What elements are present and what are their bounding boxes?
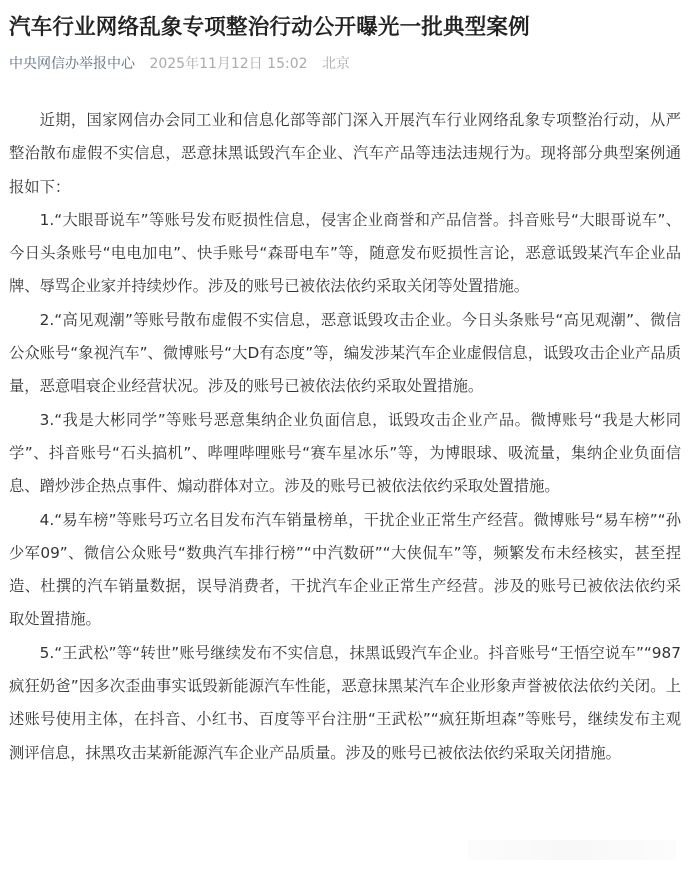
case-paragraph-3: 3.“我是大彬同学”等账号恶意集纳企业负面信息，诋毁攻击企业产品。微博账号“我是大彬同学”、抖音账号“石头搞机”、哔哩哔哩账号“赛车星冰乐”等，为博眼球、吸流量，集纳企业负面信息、蹭炒涉企热点事件、煽动群体对立。涉及的账号已被依法依约采取处置措施。 [9,410,681,496]
article-location: 北京 [321,56,350,72]
case-paragraph-4: 4.“易车榜”等账号巧立名目发布汽车销量榜单，干扰企业正常生产经营。微博账号“易车榜”“孙少军09”、微信公众账号“数典汽车排行榜”“中汽数研”“大侠侃车”等，频繁发布未经核实，甚至捏造、杜撰的汽车销量数据，误导消费者，干扰汽车企业正常生产经营。涉及的账号已被依法依约采取处置措施。 [9,510,681,629]
article-body [9,104,681,770]
article-meta [9,53,350,73]
case-paragraph-2: 2.“高见观潮”等账号散布虚假不实信息，恶意诋毁攻击企业。今日头条账号“高见观潮”、微信公众账号“象视汽车”、微博账号“大D有态度”等，编发涉某汽车企业虚假信息，诋毁攻击企业产品质量，恶意唱衰企业经营状况。涉及的账号已被依法依约采取处置措施。 [9,310,681,396]
case-paragraph-1: 1.“大眼哥说车”等账号发布贬损性信息，侵害企业商誉和产品信誉。抖音账号“大眼哥说车”、今日头条账号“电电加电”、快手账号“森哥电车”等，随意发布贬损性言论，恶意诋毁某汽车企业品牌、辱骂企业家并持续炒作。涉及的账号已被依法依约采取关闭等处置措施。 [9,210,681,296]
article-source[interactable]: 中央网信办举报中心 [9,56,135,72]
article-title: 汽车行业网络乱象专项整治行动公开曝光一批典型案例 [9,15,530,40]
article-date: 2025年11月12日 15:02 [149,56,308,72]
watermark [468,840,676,860]
intro-paragraph: 近期，国家网信办会同工业和信息化部等部门深入开展汽车行业网络乱象专项整治行动，从严整治散布虚假不实信息，恶意抹黑诋毁汽车企业、汽车产品等违法违规行为。现将部分典型案例通报如下： [9,111,681,196]
case-paragraph-5: 5.“王武松”等“转世”账号继续发布不实信息，抹黑诋毁汽车企业。抖音账号“王悟空说车”“987疯狂奶爸”因多次歪曲事实诋毁新能源汽车性能，恶意抹黑某汽车企业形象声誉被依法依约关闭。上述账号使用主体，在抖音、小红书、百度等平台注册“王武松”“疯狂斯坦森”等账号，继续发布主观测评信息，抹黑攻击某新能源汽车企业产品质量。涉及的账号已被依法依约采取关闭措施。 [9,643,681,762]
